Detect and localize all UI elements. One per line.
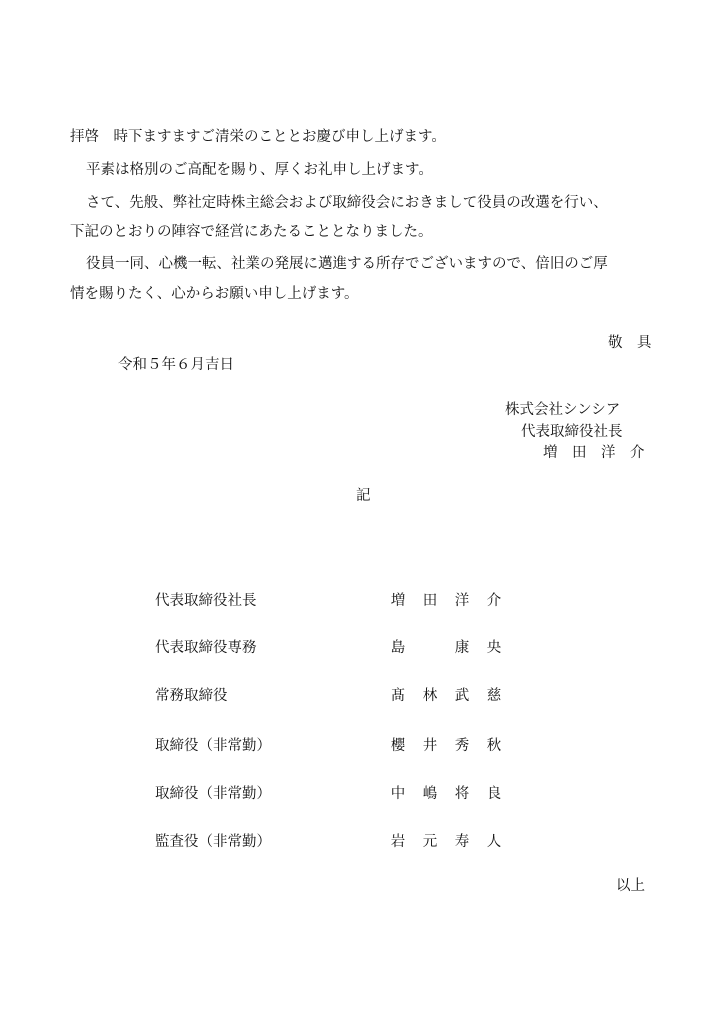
- roster-name: [390, 641, 502, 656]
- name-char: 慈: [486, 688, 502, 704]
- roster-position: 取締役（非常勤）: [155, 738, 271, 754]
- paragraph-2-line-1: さて、先般、弊社定時株主総会および取締役会におきまして役員の改選を行い、: [86, 195, 608, 211]
- name-char: 元: [422, 834, 438, 850]
- end-mark: 以上: [616, 878, 645, 894]
- name-char: 人: [486, 834, 502, 850]
- name-char: 康: [454, 640, 470, 656]
- name-char: 増: [390, 593, 406, 609]
- name-char: 井: [422, 738, 438, 754]
- paragraph-2-line-2: 下記のとおりの陣容で経営にあたることとなりました。: [70, 224, 433, 240]
- name-char: 島: [390, 640, 406, 656]
- roster-name: [390, 689, 502, 704]
- name-char: 秋: [486, 738, 502, 754]
- sender-title: 代表取締役社長: [521, 424, 623, 440]
- paragraph-1: 平素は格別のご高配を賜り、厚くお礼申し上げます。: [86, 162, 433, 178]
- name-char: 洋: [454, 593, 470, 609]
- name-char: 介: [486, 593, 502, 609]
- roster-name: [390, 594, 502, 609]
- name-char: 髙: [390, 688, 406, 704]
- name-char: 良: [486, 786, 502, 802]
- closing-keigu: 敬 具: [608, 335, 652, 351]
- name-char: 櫻: [390, 738, 406, 754]
- roster-position: 常務取締役: [155, 688, 228, 704]
- roster-name: [390, 835, 502, 850]
- roster-name: [390, 787, 502, 802]
- name-char: 寿: [454, 834, 470, 850]
- roster-position: 取締役（非常勤）: [155, 786, 271, 802]
- ki-heading: 記: [356, 488, 371, 504]
- name-char: 中: [390, 786, 406, 802]
- greeting-line: 拝啓 時下ますますご清栄のこととお慶び申し上げます。: [70, 129, 446, 145]
- date-line: 令和５年６月吉日: [118, 357, 234, 373]
- paragraph-3-line-1: 役員一同、心機一転、社業の発展に邁進する所存でございますので、倍旧のご厚: [86, 256, 608, 272]
- name-char: 岩: [390, 834, 406, 850]
- roster-position: 代表取締役専務: [155, 640, 257, 656]
- sender-name: 増 田 洋 介: [543, 445, 645, 461]
- roster-name: [390, 739, 502, 754]
- name-char: 央: [486, 640, 502, 656]
- name-char: 将: [454, 786, 470, 802]
- paragraph-3-line-2: 情を賜りたく、心からお願い申し上げます。: [70, 286, 359, 302]
- name-char: 林: [422, 688, 438, 704]
- name-char: 田: [422, 593, 438, 609]
- name-char: 秀: [454, 738, 470, 754]
- roster-position: 代表取締役社長: [155, 593, 257, 609]
- name-char: [422, 641, 438, 656]
- company-name: 株式会社シンシア: [505, 402, 621, 418]
- name-char: 嶋: [422, 786, 438, 802]
- name-char: 武: [454, 688, 470, 704]
- roster-position: 監査役（非常勤）: [155, 834, 271, 850]
